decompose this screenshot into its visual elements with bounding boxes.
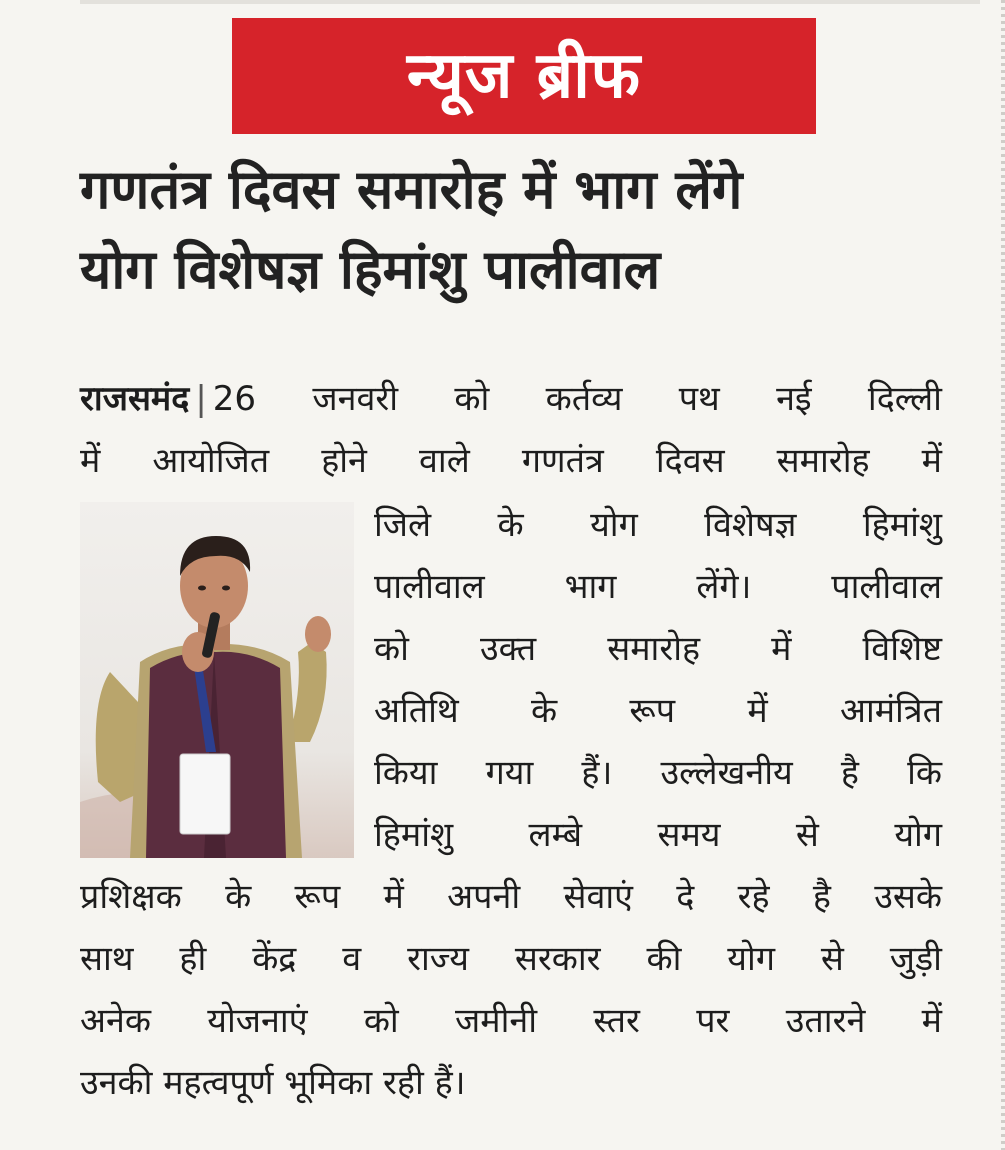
intro-line-2: में आयोजित होने वाले गणतंत्र दिवस समारोह में [80, 441, 942, 481]
wrap-line-3: को उक्त समारोह में विशिष्ट [374, 629, 942, 669]
outro-line-2: साथ ही केंद्र व राज्य सरकार की योग से जुड़ी [80, 939, 942, 979]
speaker-photo [80, 502, 354, 858]
article-outro [80, 866, 942, 1114]
intro-line-1 [80, 368, 942, 430]
wrap-line-2: पालीवाल भाग लेंगे। पालीवाल [374, 567, 942, 607]
intro-line-1-text: 26 जनवरी को कर्तव्य पथ नई दिल्ली [212, 379, 942, 419]
wrap-line-4: अतिथि के रूप में आमंत्रित [374, 691, 942, 731]
article-wrap-column [374, 494, 942, 866]
outro-line-1: प्रशिक्षक के रूप में अपनी सेवाएं दे रहे है उसके [80, 877, 942, 917]
article-intro [80, 368, 942, 492]
headline-line-2: योग विशेषज्ञ हिमांशु पालीवाल [80, 238, 661, 301]
wrap-line-5: किया गया हैं। उल्लेखनीय है कि [374, 753, 942, 793]
dateline: राजसमंद [80, 379, 190, 419]
wrap-line-1: जिले के योग विशेषज्ञ हिमांशु [374, 505, 942, 545]
top-divider [80, 0, 980, 4]
dateline-separator: | [195, 379, 207, 419]
portrait-photo-icon [80, 502, 354, 858]
outro-line-3: अनेक योजनाएं को जमीनी स्तर पर उतारने में [80, 1001, 942, 1041]
headline-line-1: गणतंत्र दिवस समारोह में भाग लेंगे [80, 158, 743, 221]
banner-title: न्यूज ब्रीफ [406, 39, 642, 113]
headline [80, 150, 960, 310]
outro-line-4: उनकी महत्वपूर्ण भूमिका रही हैं। [80, 1063, 466, 1103]
column-divider [1001, 0, 1005, 1150]
section-banner [232, 18, 816, 134]
wrap-line-6: हिमांशु लम्बे समय से योग [374, 815, 942, 855]
